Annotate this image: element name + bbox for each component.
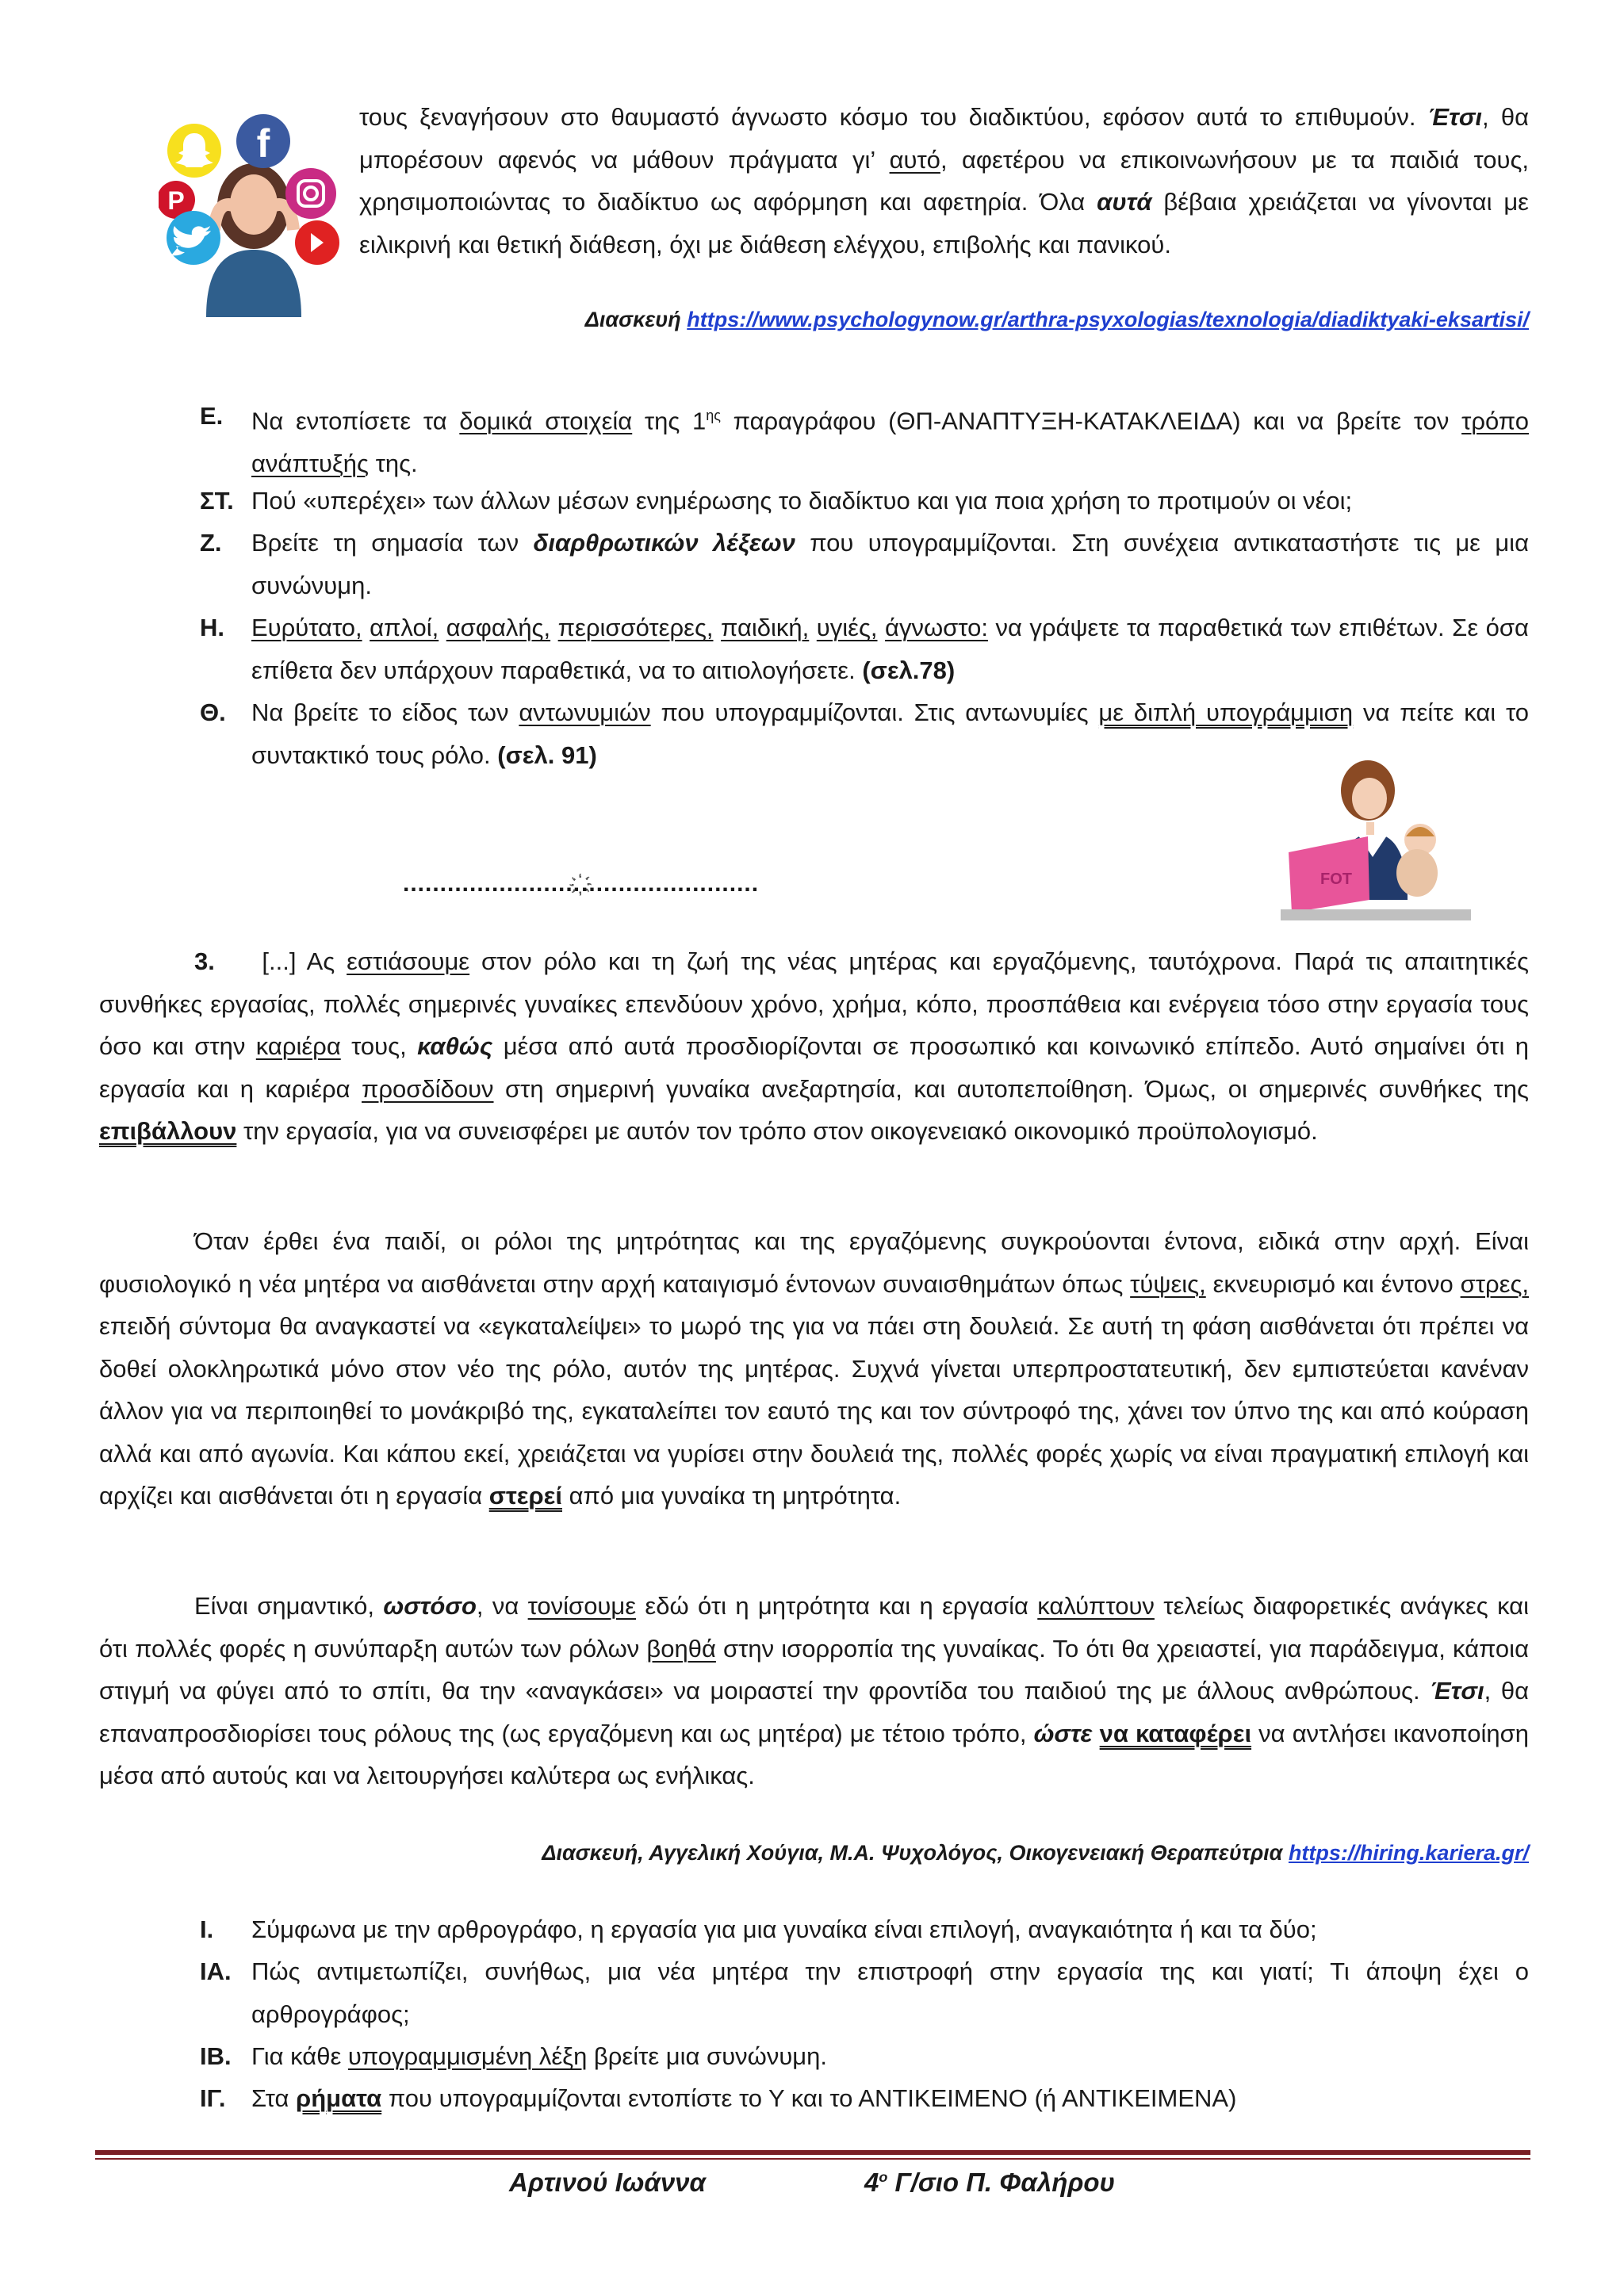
question-ib: ΙΒ. Για κάθε υπογραμμισμένη λέξη βρείτε μια συνώνυμη. [200,2042,828,2070]
article-paragraph-1: 3. [...] Ας εστιάσουμε στον ρόλο και τη ζωή της νέας μητέρας και εργαζόμενης, ταυτόχρονα. Παρά τις απαιτητικές συνθήκες εργασίας, πολλές σημερινές γυναίκες επενδύουν χρόνο, χρήμα, κόπο, προσπάθεια και ενέργεια τόσο στην εργασία τους όσο και στην καριέρα τους, καθώς μέσα από αυτά προσδιορίζονται σε προσωπικό και κοινωνικό επίπεδο. Αυτό σημαίνει ότι η εργασία και η καριέρα προσδίδουν στη σημερινή γυναίκα ανεξαρτησία, και αυτοπεποίθηση. Όμως, οι σημερινές συνθήκες της επιβάλλουν την εργασία, για να συνεισφέρει με αυτόν τον τρόπο στον οικογενειακό οικονομικό προϋπολογισμό. [99,947,1529,1145]
article-paragraph-3: Είναι σημαντικό, ωστόσο, να τονίσουμε εδώ ότι η μητρότητα και η εργασία καλύπτουν τελείως διαφορετικές ανάγκες και ότι πολλές φορές η συνύπαρξη αυτών των ρόλων βοηθά στην ισορροπία της γυναίκας. Το ότι θα χρειαστεί, για παράδειγμα, κάποια στιγμή να φύγει από το σπίτι, θα την «αναγκάσει» να μοιραστεί την φροντίδα του παιδιού της με άλλους ανθρώπους. Έτσι, θα επαναπροσδιορίσει τους ρόλους της (ως εργαζόμενη και ως μητέρα) με τέτοιο τρόπο, ώστε να καταφέρει να αντλήσει ικανοποίηση μέσα από αυτούς και να λειτουργήσει καλύτερα ως ενήλικας. [99,1592,1529,1789]
twitter-icon [167,211,220,265]
question-ig: ΙΓ. Στα ρήματα που υπογραμμίζονται εντοπίστε το Υ και το ΑΝΤΙΚΕΙΜΕΝΟ (ή ΑΝΤΙΚΕΙΜΕΝΑ) [200,2084,1237,2112]
baby-figure [1396,824,1438,897]
question-z: Ζ. Βρείτε τη σημασία των διαρθρωτικών λέξεων που υπογραμμίζονται. Στη συνέχεια αντικαταστήστε τις με μια συνώνυμη. [200,529,1529,599]
source-link-2[interactable]: https://hiring.kariera.gr/ [1288,1841,1529,1865]
working-mother-illustration [1281,757,1471,932]
section-separator: ........................҉҉҉........................ [403,871,760,897]
question-e: Ε. Να εντοπίσετε τα δομικά στοιχεία της $1^{\eta\varsigma}$ παραγράφου (ΘΠ-ΑΝΑΠΤΥΞΗ-ΚΑΤΑΚΛΕΙΔΑ) και να βρείτε τον τρόπο ανάπτυξής της. [200,402,1529,477]
question-i: Ι. Σύμφωνα με την αρθρογράφο, η εργασία για μια γυναίκα είναι επιλογή, αναγκαιότητα ή και τα δύο; [200,1915,1317,1943]
source-citation-2: Διασκευή, Αγγελική Χούγια, Μ.Α. Ψυχολόγος, Οικογενειακή Θεραπεύτρια https://hiring.kariera.gr/ [542,1841,1529,1865]
svg-text:P: P [167,186,185,215]
laptop-label: FOT [1320,871,1352,888]
article-paragraph-2: Όταν έρθει ένα παιδί, οι ρόλοι της μητρότητας και της εργαζόμενης συγκρούονται έντονα, ειδικά στην αρχή. Είναι φυσιολογικό η νέα μητέρα να αισθάνεται στην αρχή καταιγισμό έντονων συναισθημάτων όπως τύψεις, εκνευρισμό και έντονο στρες, επειδή σύντομα θα αναγκαστεί να «εγκαταλείψει» το μωρό της για να πάει στη δουλειά. Σε αυτή τη φάση αισθάνεται ότι πρέπει να δοθεί ολοκληρωτικά μόνο στον νέο της ρόλο, αυτόν της μητέρας. Συχνά γίνεται υπερπροστατευτική, δεν εμπιστεύεται κανέναν άλλον για να περιποιηθεί το μονάκριβό της, εγκαταλείπει τον εαυτό της και τον σύντροφό της, χάνει τον ύπνο της και από κούραση αλλά και από αγωνία. Και κάπου εκεί, χρειάζεται να γυρίσει στην δουλειά της, πολλές φορές χωρίς να είναι πραγματική επιλογή και αρχίζει και αισθάνεται ότι η εργασία στερεί από μια γυναίκα τη μητρότητα. [99,1227,1529,1510]
svg-text:f: f [256,121,270,166]
footer-school: $4^o$ Γ/σιο Π. Φαλήρου [864,2168,1115,2197]
source-citation-1: Διασκευή https://www.psychologynow.gr/arthra-psyxologias/texnologia/diadiktyaki-eksartisi/ [584,308,1529,331]
question-ia: ΙΑ. Πώς αντιμετωπίζει, συνήθως, μια νέα μητέρα την επιστροφή στην εργασία της και γιατί; Τι άποψη έχει ο αρθρογράφος; [200,1957,1529,2028]
youtube-icon [295,220,339,265]
facebook-icon [236,114,290,168]
social-media-illustration [159,111,349,317]
intro-paragraph: τους ξεναγήσουν στο θαυμαστό άγνωστο κόσμο του διαδικτύου, εφόσον αυτά το επιθυμούν. Έτσι, θα μπορέσουν αφενός να μάθουν πράγματα γι’ αυτό, αφετέρου να επικοινωνήσουν με τα παιδιά τους, χρησιμοποιώντας το διαδίκτυο ως αφόρμηση και αφετηρία. Όλα αυτά βέβαια χρειάζεται να γίνονται με ειλικρινή και θετική διάθεση, όχι με διάθεση ελέγχου, επιβολής και πανικού. [359,103,1530,258]
footer-author: Αρτινού Ιωάννα [509,2168,706,2197]
question-th: Θ. Να βρείτε το είδος των αντωνυμιών που υπογραμμίζονται. Στις αντωνυμίες με διπλή υπογράμμιση να πείτε και το συντακτικό τους ρόλο. (σελ. 91) [200,698,1529,769]
question-h: Η. Ευρύτατο, απλοί, ασφαλής, περισσότερες, παιδική, υγιές, άγνωστο: να γράψετε τα παραθετικά των επιθέτων. Σε όσα επίθετα δεν υπάρχουν παραθετικά, να το αιτιολογήσετε. (σελ.78) [200,614,1529,684]
question-st: ΣΤ. Πού «υπερέχει» των άλλων μέσων ενημέρωσης το διαδίκτυο και για ποια χρήση το προτιμούν οι νέοι; [200,487,1353,515]
instagram-icon [285,168,336,219]
snapchat-icon [167,124,221,178]
footer-rule-thick [95,2150,1530,2155]
source-link-1[interactable]: https://www.psychologynow.gr/arthra-psyxologias/texnologia/diadiktyaki-eksartisi/ [687,308,1529,331]
footer-rule-thin [95,2158,1530,2160]
